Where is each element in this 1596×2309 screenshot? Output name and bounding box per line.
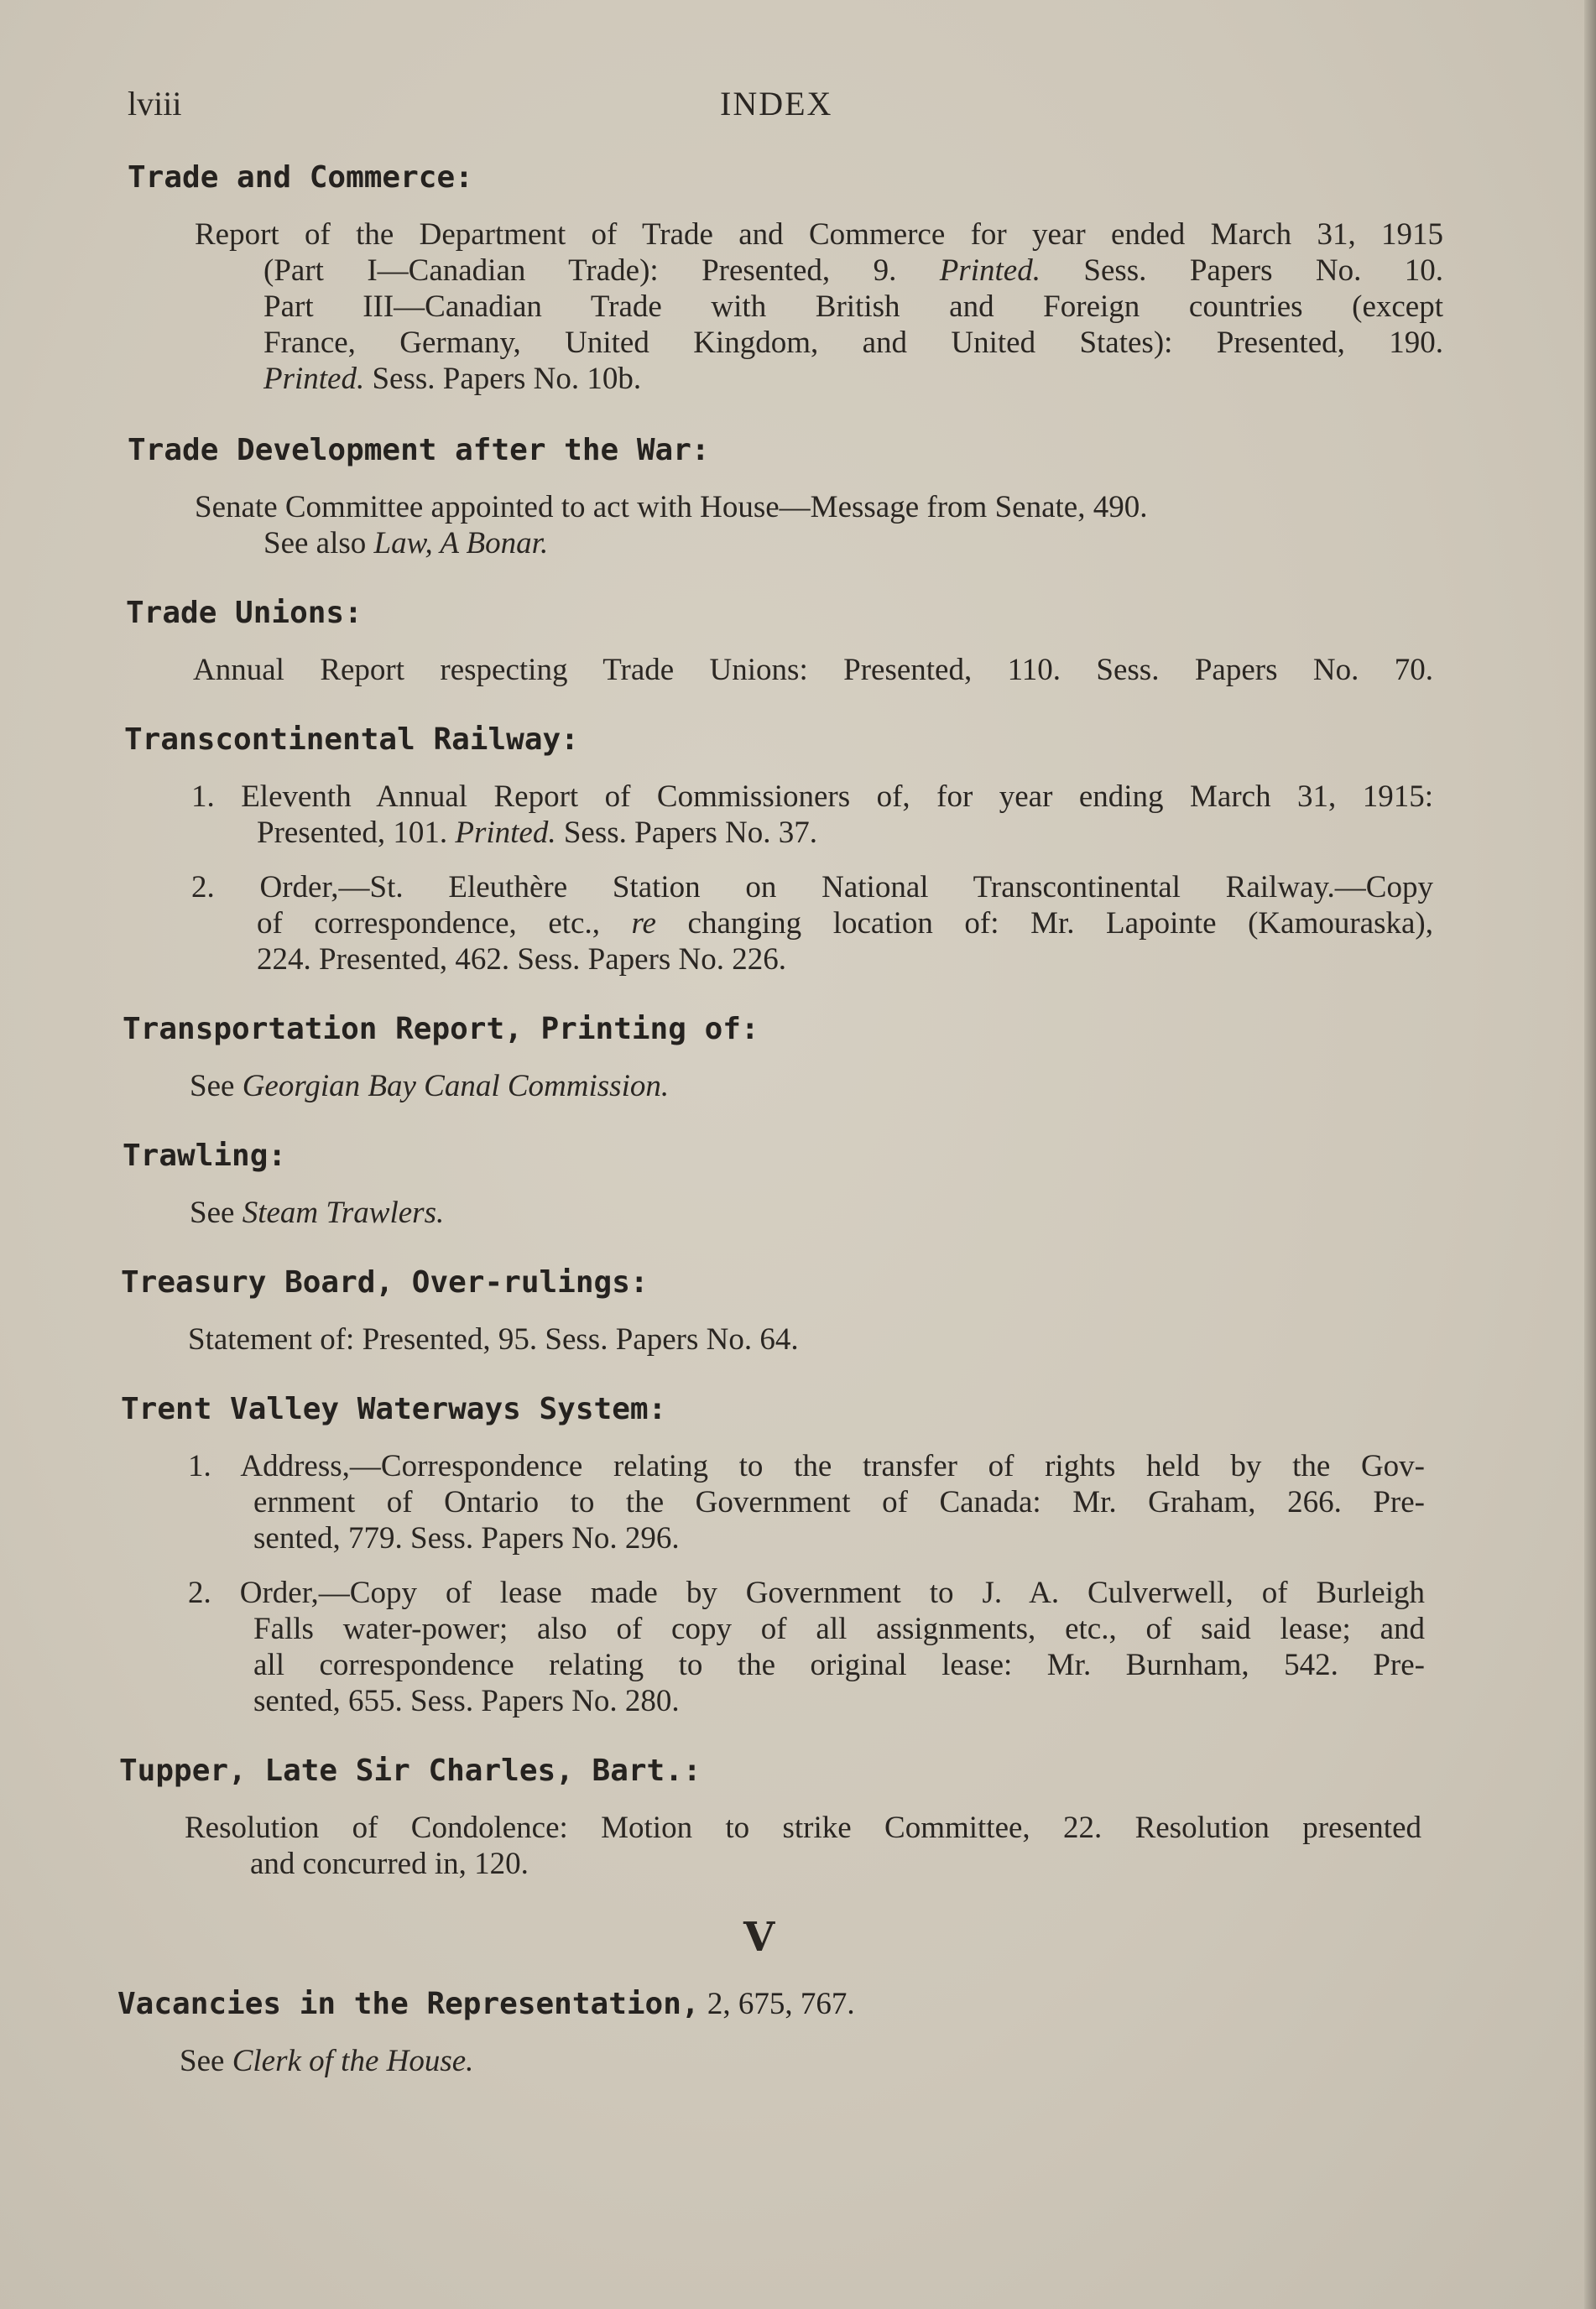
running-head [128,84,1554,134]
index-content [117,158,1443,2079]
entry-text: of correspondence, etc., [257,906,632,941]
see-prefix: See also [263,526,374,560]
entry-heading [117,1984,1443,2025]
see-prefix: See [190,1069,243,1103]
entry-body [195,489,1443,561]
entry-heading: Transportation Report, Printing of: [123,1012,759,1046]
entry-line: Annual Report respecting Trade Unions: Presented, 110. Sess. Papers No. 70. [193,653,1433,687]
vacancies-heading-text: Vacancies in the Representation, [117,1987,700,2021]
printed-note: Printed. [263,362,365,396]
entry-text: changing location of: Mr. Lapointe (Kamouraska), [655,906,1433,941]
entry-line [257,815,1433,851]
entry-text: Presented, 101. [257,816,456,850]
entry-text: Sess. Papers No. 10b. [364,362,642,396]
entry-heading: Trawling: [123,1139,287,1173]
index-entry-transportation [123,1009,1443,1104]
entry-line: sented, 655. Sess. Papers No. 280. [253,1684,680,1718]
entry-line: France, Germany, United Kingdom, and United States): Presented, 190. [263,326,1443,360]
entry-line: all correspondence relating to the original lease: Mr. Burnham, 542. Pre- [253,1648,1425,1682]
vacancies-pages: 2, 675, 767. [699,1987,855,2021]
entry-line: Report of the Department of Trade and Commerce for year ended March 31, 1915 [195,217,1443,252]
re-note: re [631,906,656,941]
entry-line: 2. Order,—St. Eleuthère Station on National Transcontinental Railway.—Copy [191,870,1433,904]
entry-line: 1. Address,—Correspondence relating to the transfer of rights held by the Gov- [188,1449,1425,1483]
entry-line: and concurred in, 120. [250,1847,529,1881]
entry-heading: Trade and Commerce: [128,160,473,195]
index-entry-trawling [123,1136,1443,1231]
entry-line: 224. Presented, 462. Sess. Papers No. 226. [257,942,787,977]
entry-heading: Treasury Board, Over-rulings: [121,1265,649,1300]
cross-reference [180,2043,1443,2079]
index-entry-transcontinental [124,720,1443,977]
see-reference: Clerk of the House. [232,2044,474,2078]
entry-line: Resolution of Condolence: Motion to strike Committee, 22. Resolution presented [185,1811,1421,1845]
page-folio: lviii [128,85,182,122]
printed-note: Printed. [455,816,556,850]
printed-note: Printed. [939,253,1041,288]
entry-body [191,779,1433,977]
entry-line: 2. Order,—Copy of lease made by Government to J. A. Culverwell, of Burleigh [188,1576,1425,1610]
entry-heading: Trent Valley Waterways System: [121,1392,667,1426]
entry-line: Part III—Canadian Trade with British and Foreign countries (except [263,289,1443,324]
entry-line: 1. Eleventh Annual Report of Commissioners of, for year ending March 31, 1915: [191,779,1433,814]
entry-heading: Tupper, Late Sir Charles, Bart.: [119,1754,702,1788]
entry-body [195,216,1443,397]
entry-line [257,905,1433,941]
index-entry-treasury [121,1263,1443,1358]
cross-reference [263,525,1443,561]
see-prefix: See [190,1196,243,1230]
entry-text: Sess. Papers No. 10. [1040,253,1443,288]
cross-reference [190,1195,1443,1231]
entry-body [188,1448,1425,1719]
entry-body [185,1810,1421,1882]
see-reference: Law, A Bonar. [373,526,549,560]
entry-line: sented, 779. Sess. Papers No. 296. [253,1521,680,1556]
page-edge-shadow [1584,0,1596,2309]
index-entry-vacancies [117,1984,1443,2079]
entry-line: Senate Committee appointed to act with House—Message from Senate, 490. [195,490,1148,524]
see-reference: Georgian Bay Canal Commission. [242,1069,670,1103]
index-entry-trade-unions [126,593,1443,688]
section-letter: V [743,1914,775,1961]
entry-heading: Transcontinental Railway: [124,722,579,757]
index-entry-tupper [119,1751,1443,1882]
see-reference: Steam Trawlers. [242,1196,445,1230]
entry-text: Sess. Papers No. 37. [555,816,818,850]
see-prefix: See [180,2044,232,2078]
entry-heading: Trade Unions: [126,596,362,630]
running-head-title: INDEX [720,85,833,122]
entry-line: Falls water-power; also of copy of all assignments, etc., of said lease; and [253,1612,1425,1646]
entry-heading: Trade Development after the War: [128,433,710,467]
entry-body [193,652,1443,688]
index-entry-trade-commerce [128,158,1443,397]
entry-line [263,361,1443,397]
entry-line: Statement of: Presented, 95. Sess. Papers No. 64. [188,1322,799,1357]
entry-line [263,253,1443,289]
entry-line: ernment of Ontario to the Government of Canada: Mr. Graham, 266. Pre- [253,1485,1425,1519]
index-entry-trent-valley [121,1389,1443,1719]
cross-reference [190,1068,1443,1104]
entry-text: (Part I—Canadian Trade): Presented, 9. [263,253,940,288]
index-entry-trade-development [128,430,1443,561]
